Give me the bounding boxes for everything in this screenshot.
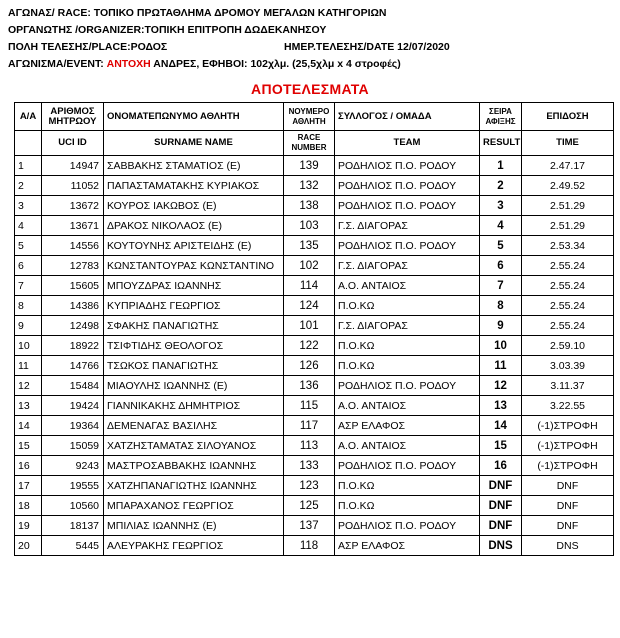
cell-result: DNS xyxy=(480,536,522,556)
table-row xyxy=(15,316,614,336)
cell-name: ΓΙΑΝΝΙΚΑΚΗΣ ΔΗΜΗΤΡΙΟΣ xyxy=(104,396,284,416)
cell-result: 9 xyxy=(480,316,522,336)
cell-aa: 19 xyxy=(15,516,42,536)
cell-time: 2.49.52 xyxy=(522,176,614,196)
cell-aa: 8 xyxy=(15,296,42,316)
cell-uci: 15484 xyxy=(42,376,104,396)
col-result: RESULT xyxy=(480,131,522,156)
cell-name: ΜΙΑΟΥΛΗΣ ΙΩΑΝΝΗΣ (Ε) xyxy=(104,376,284,396)
cell-uci: 5445 xyxy=(42,536,104,556)
cell-aa: 9 xyxy=(15,316,42,336)
cell-time: 2.55.24 xyxy=(522,276,614,296)
cell-aa: 4 xyxy=(15,216,42,236)
cell-team: ΡΟΔΗΛΙΟΣ Π.Ο. ΡΟΔΟΥ xyxy=(335,516,480,536)
event-suffix: ΑΝΔΡΕΣ, ΕΦΗΒΟΙ: 102χλμ. (25,5χλμ x 4 στροφές) xyxy=(150,58,401,70)
cell-aa: 3 xyxy=(15,196,42,216)
cell-name: ΣΦΑΚΗΣ ΠΑΝΑΓΙΩΤΗΣ xyxy=(104,316,284,336)
cell-team: Α.Ο. ΑΝΤΑΙΟΣ xyxy=(335,276,480,296)
cell-aa: 2 xyxy=(15,176,42,196)
cell-result: DNF xyxy=(480,496,522,516)
col-aa: Α/Α xyxy=(15,103,42,131)
cell-result: 5 xyxy=(480,236,522,256)
cell-time: 2.59.10 xyxy=(522,336,614,356)
cell-uci: 12783 xyxy=(42,256,104,276)
col-name-gr: ΟΝΟΜΑΤΕΠΩΝΥΜΟ ΑΘΛΗΤΗ xyxy=(104,103,284,131)
col-uci: UCI ID xyxy=(42,131,104,156)
table-row xyxy=(15,356,614,376)
cell-result: 16 xyxy=(480,456,522,476)
cell-result: DNF xyxy=(480,476,522,496)
cell-team: Π.Ο.ΚΩ xyxy=(335,356,480,376)
event-prefix: ΑΓΩΝΙΣΜΑ/EVENT: xyxy=(8,58,107,70)
cell-uci: 12498 xyxy=(42,316,104,336)
cell-aa: 6 xyxy=(15,256,42,276)
cell-result: 10 xyxy=(480,336,522,356)
cell-name: ΧΑΤΖΗΣΤΑΜΑΤΑΣ ΣΙΛΟΥΑΝΟΣ xyxy=(104,436,284,456)
cell-bib: 125 xyxy=(284,496,335,516)
cell-team: Γ.Σ. ΔΙΑΓΟΡΑΣ xyxy=(335,316,480,336)
table-row xyxy=(15,496,614,516)
cell-bib: 137 xyxy=(284,516,335,536)
col-time: TIME xyxy=(522,131,614,156)
cell-uci: 14766 xyxy=(42,356,104,376)
cell-name: ΚΟΥΤΟΥΝΗΣ ΑΡΙΣΤΕΙΔΗΣ (Ε) xyxy=(104,236,284,256)
cell-result: 1 xyxy=(480,156,522,176)
cell-bib: 118 xyxy=(284,536,335,556)
cell-bib: 139 xyxy=(284,156,335,176)
cell-bib: 122 xyxy=(284,336,335,356)
cell-uci: 13672 xyxy=(42,196,104,216)
cell-name: ΜΠΟΥΖΔΡΑΣ ΙΩΑΝΝΗΣ xyxy=(104,276,284,296)
cell-aa: 17 xyxy=(15,476,42,496)
cell-time: (-1)ΣΤΡΟΦΗ xyxy=(522,436,614,456)
cell-team: ΡΟΔΗΛΙΟΣ Π.Ο. ΡΟΔΟΥ xyxy=(335,456,480,476)
cell-time: 2.55.24 xyxy=(522,256,614,276)
col-club-gr: ΣΥΛΛΟΓΟΣ / ΟΜΑΔΑ xyxy=(335,103,480,131)
table-row xyxy=(15,236,614,256)
table-row xyxy=(15,516,614,536)
cell-time: 2.51.29 xyxy=(522,196,614,216)
col-team: TEAM xyxy=(335,131,480,156)
event-line xyxy=(8,58,401,70)
cell-aa: 1 xyxy=(15,156,42,176)
cell-team: ΡΟΔΗΛΙΟΣ Π.Ο. ΡΟΔΟΥ xyxy=(335,156,480,176)
cell-bib: 101 xyxy=(284,316,335,336)
table-row xyxy=(15,456,614,476)
col-name-en: SURNAME NAME xyxy=(104,131,284,156)
cell-name: ΣΑΒΒΑΚΗΣ ΣΤΑΜΑΤΙΟΣ (Ε) xyxy=(104,156,284,176)
cell-name: ΚΥΠΡΙΑΔΗΣ ΓΕΩΡΓΙΟΣ xyxy=(104,296,284,316)
cell-result: DNF xyxy=(480,516,522,536)
cell-bib: 138 xyxy=(284,196,335,216)
header-row-greek xyxy=(15,103,614,131)
cell-bib: 136 xyxy=(284,376,335,396)
cell-aa: 12 xyxy=(15,376,42,396)
cell-bib: 113 xyxy=(284,436,335,456)
cell-result: 11 xyxy=(480,356,522,376)
cell-bib: 117 xyxy=(284,416,335,436)
col-perf-gr: ΕΠΙΔΟΣΗ xyxy=(522,103,614,131)
col-race-number: RACE NUMBER xyxy=(284,131,335,156)
cell-uci: 11052 xyxy=(42,176,104,196)
cell-result: 7 xyxy=(480,276,522,296)
cell-aa: 11 xyxy=(15,356,42,376)
cell-bib: 135 xyxy=(284,236,335,256)
cell-result: 12 xyxy=(480,376,522,396)
cell-result: 8 xyxy=(480,296,522,316)
cell-uci: 14556 xyxy=(42,236,104,256)
cell-name: ΜΠΑΡΑΧΑΝΟΣ ΓΕΩΡΓΙΟΣ xyxy=(104,496,284,516)
cell-name: ΚΟΥΡΟΣ ΙΑΚΩΒΟΣ (Ε) xyxy=(104,196,284,216)
cell-name: ΚΩΝΣΤΑΝΤΟΥΡΑΣ ΚΩΝΣΤΑΝΤΙΝΟ xyxy=(104,256,284,276)
organizer-line: ΟΡΓΑΝΩΤΗΣ /ORGANIZER:ΤΟΠΙΚΗ ΕΠΙΤΡΟΠΗ ΔΩΔΕΚΑΝΗΣΟΥ xyxy=(8,24,327,36)
cell-bib: 102 xyxy=(284,256,335,276)
cell-uci: 18137 xyxy=(42,516,104,536)
cell-aa: 18 xyxy=(15,496,42,516)
cell-bib: 115 xyxy=(284,396,335,416)
cell-bib: 114 xyxy=(284,276,335,296)
cell-team: Π.Ο.ΚΩ xyxy=(335,296,480,316)
cell-uci: 13671 xyxy=(42,216,104,236)
results-title: ΑΠΟΤΕΛΕΣΜΑΤΑ xyxy=(251,81,369,97)
cell-time: DNF xyxy=(522,496,614,516)
cell-name: ΧΑΤΖΗΠΑΝΑΓΙΩΤΗΣ ΙΩΑΝΝΗΣ xyxy=(104,476,284,496)
cell-name: ΔΕΜΕΝΑΓΑΣ ΒΑΣΙΛΗΣ xyxy=(104,416,284,436)
cell-name: ΤΣΙΦΤΙΔΗΣ ΘΕΟΛΟΓΟΣ xyxy=(104,336,284,356)
cell-name: ΜΠΙΛΙΑΣ ΙΩΑΝΝΗΣ (Ε) xyxy=(104,516,284,536)
cell-aa: 5 xyxy=(15,236,42,256)
cell-time: 3.22.55 xyxy=(522,396,614,416)
table-row xyxy=(15,276,614,296)
cell-aa: 20 xyxy=(15,536,42,556)
cell-bib: 126 xyxy=(284,356,335,376)
cell-team: ΑΣΡ ΕΛΑΦΟΣ xyxy=(335,416,480,436)
cell-bib: 124 xyxy=(284,296,335,316)
cell-uci: 9243 xyxy=(42,456,104,476)
cell-aa: 13 xyxy=(15,396,42,416)
table-row xyxy=(15,176,614,196)
cell-aa: 7 xyxy=(15,276,42,296)
cell-result: 13 xyxy=(480,396,522,416)
cell-time: 2.53.34 xyxy=(522,236,614,256)
cell-result: 14 xyxy=(480,416,522,436)
cell-name: ΤΣΩΚΟΣ ΠΑΝΑΓΙΩΤΗΣ xyxy=(104,356,284,376)
table-row xyxy=(15,476,614,496)
cell-name: ΑΛΕΥΡΑΚΗΣ ΓΕΩΡΓΙΟΣ xyxy=(104,536,284,556)
cell-aa: 10 xyxy=(15,336,42,356)
cell-name: ΜΑΣΤΡΟΣΑΒΒΑΚΗΣ ΙΩΑΝΝΗΣ xyxy=(104,456,284,476)
cell-team: ΡΟΔΗΛΙΟΣ Π.Ο. ΡΟΔΟΥ xyxy=(335,236,480,256)
cell-uci: 15605 xyxy=(42,276,104,296)
col-bib: ΝΟΥΜΕΡΟ ΑΘΛΗΤΗ xyxy=(284,103,335,131)
table-row xyxy=(15,156,614,176)
cell-result: 3 xyxy=(480,196,522,216)
cell-time: 2.55.24 xyxy=(522,316,614,336)
cell-team: Γ.Σ. ΔΙΑΓΟΡΑΣ xyxy=(335,256,480,276)
cell-team: Α.Ο. ΑΝΤΑΙΟΣ xyxy=(335,436,480,456)
col-order: ΣΕΙΡΑ ΑΦΙΞΗΣ xyxy=(480,103,522,131)
cell-bib: 123 xyxy=(284,476,335,496)
cell-uci: 14386 xyxy=(42,296,104,316)
cell-team: Π.Ο.ΚΩ xyxy=(335,496,480,516)
cell-uci: 19364 xyxy=(42,416,104,436)
cell-time: 2.55.24 xyxy=(522,296,614,316)
date-line: ΗΜΕΡ.ΤΕΛΕΣΗΣ/DATE 12/07/2020 xyxy=(284,41,450,53)
cell-uci: 19555 xyxy=(42,476,104,496)
cell-uci: 14947 xyxy=(42,156,104,176)
place-line: ΠΟΛΗ ΤΕΛΕΣΗΣ/PLACE:ΡΟΔΟΣ xyxy=(8,41,168,53)
cell-team: ΑΣΡ ΕΛΑΦΟΣ xyxy=(335,536,480,556)
cell-bib: 132 xyxy=(284,176,335,196)
cell-team: Γ.Σ. ΔΙΑΓΟΡΑΣ xyxy=(335,216,480,236)
cell-uci: 19424 xyxy=(42,396,104,416)
cell-time: DNS xyxy=(522,536,614,556)
cell-aa: 14 xyxy=(15,416,42,436)
table-row xyxy=(15,536,614,556)
table-row xyxy=(15,376,614,396)
cell-bib: 103 xyxy=(284,216,335,236)
cell-time: 2.47.17 xyxy=(522,156,614,176)
cell-result: 2 xyxy=(480,176,522,196)
cell-team: ΡΟΔΗΛΙΟΣ Π.Ο. ΡΟΔΟΥ xyxy=(335,196,480,216)
cell-time: (-1)ΣΤΡΟΦΗ xyxy=(522,416,614,436)
event-highlight: ΑΝΤΟΧΗ xyxy=(106,58,151,70)
cell-result: 15 xyxy=(480,436,522,456)
cell-result: 4 xyxy=(480,216,522,236)
cell-time: DNF xyxy=(522,516,614,536)
cell-team: Π.Ο.ΚΩ xyxy=(335,476,480,496)
table-row xyxy=(15,416,614,436)
cell-time: DNF xyxy=(522,476,614,496)
cell-time: 3.11.37 xyxy=(522,376,614,396)
cell-bib: 133 xyxy=(284,456,335,476)
table-row xyxy=(15,196,614,216)
cell-uci: 18922 xyxy=(42,336,104,356)
cell-name: ΠΑΠΑΣΤΑΜΑΤΑΚΗΣ ΚΥΡΙΑΚΟΣ xyxy=(104,176,284,196)
table-row xyxy=(15,436,614,456)
table-row xyxy=(15,336,614,356)
header-row-english xyxy=(15,131,614,156)
results-table xyxy=(14,102,614,556)
col-member-no: ΑΡΙΘΜΟΣ ΜΗΤΡΩΟΥ xyxy=(42,103,104,131)
cell-team: Π.Ο.ΚΩ xyxy=(335,336,480,356)
cell-uci: 10560 xyxy=(42,496,104,516)
cell-name: ΔΡΑΚΟΣ ΝΙΚΟΛΑΟΣ (Ε) xyxy=(104,216,284,236)
table-row xyxy=(15,216,614,236)
cell-time: 3.03.39 xyxy=(522,356,614,376)
cell-team: Α.Ο. ΑΝΤΑΙΟΣ xyxy=(335,396,480,416)
race-line: ΑΓΩΝΑΣ/ RACE: ΤΟΠΙΚΟ ΠΡΩΤΑΘΛΗΜΑ ΔΡΟΜΟΥ ΜΕΓΑΛΩΝ ΚΑΤΗΓΟΡΙΩΝ xyxy=(8,7,387,19)
cell-result: 6 xyxy=(480,256,522,276)
cell-team: ΡΟΔΗΛΙΟΣ Π.Ο. ΡΟΔΟΥ xyxy=(335,176,480,196)
cell-team: ΡΟΔΗΛΙΟΣ Π.Ο. ΡΟΔΟΥ xyxy=(335,376,480,396)
table-row xyxy=(15,296,614,316)
cell-aa: 15 xyxy=(15,436,42,456)
cell-time: (-1)ΣΤΡΟΦΗ xyxy=(522,456,614,476)
table-row xyxy=(15,256,614,276)
table-row xyxy=(15,396,614,416)
cell-aa: 16 xyxy=(15,456,42,476)
cell-time: 2.51.29 xyxy=(522,216,614,236)
cell-uci: 15059 xyxy=(42,436,104,456)
